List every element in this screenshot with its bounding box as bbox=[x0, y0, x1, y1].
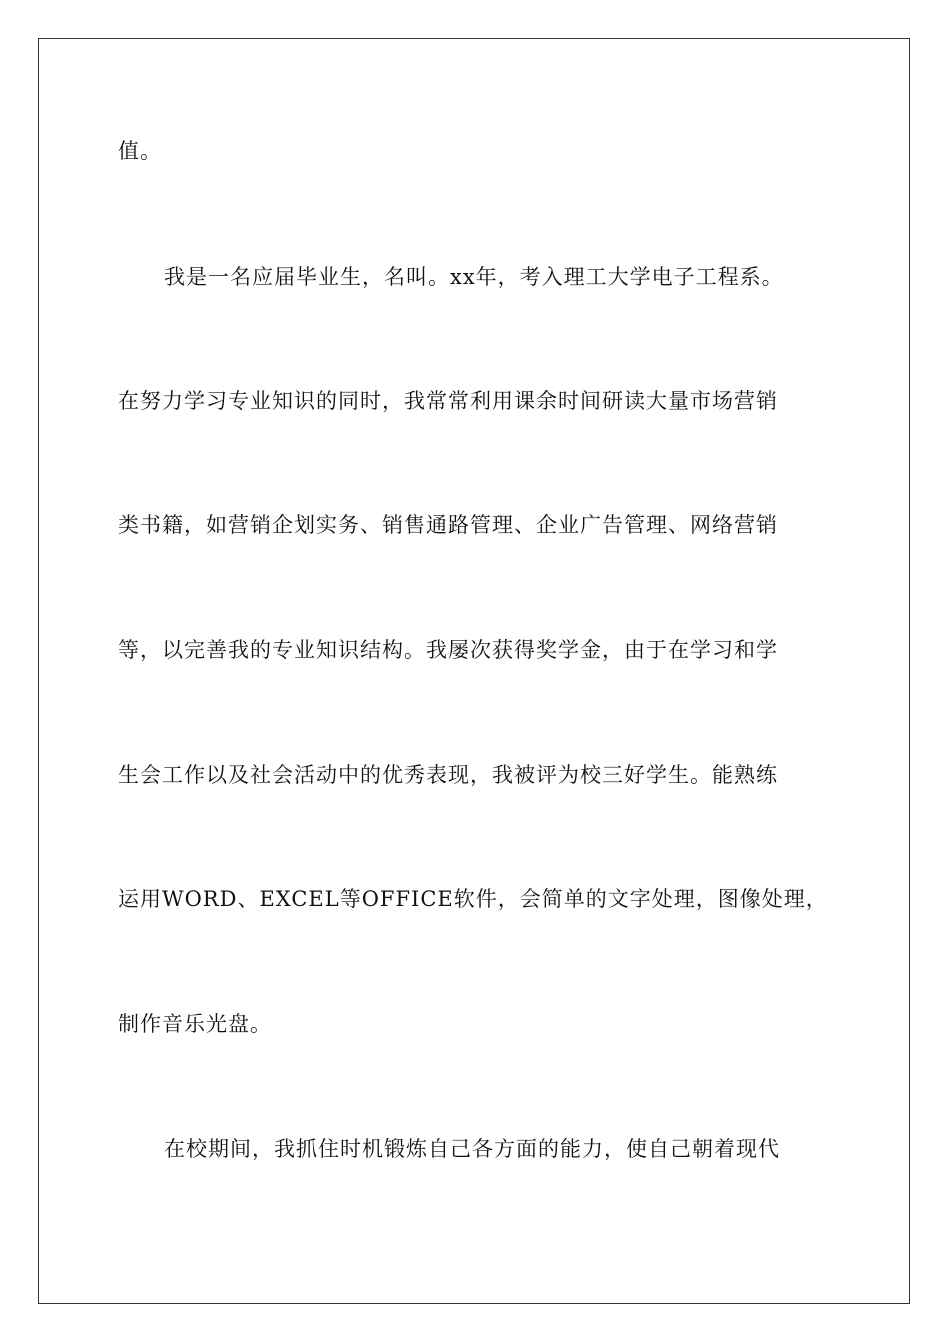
text-line: 在努力学习专业知识的同时，我常常利用课余时间研读大量市场营销 bbox=[118, 389, 778, 413]
paragraph-start-line: 我是一名应届毕业生，名叫。xx年，考入理工大学电子工程系。 bbox=[164, 265, 784, 289]
page-border bbox=[38, 38, 910, 1304]
text-line: 制作音乐光盘。 bbox=[118, 1012, 272, 1036]
text-line: 等，以完善我的专业知识结构。我屡次获得奖学金，由于在学习和学 bbox=[118, 638, 778, 662]
text-line: 运用WORD、EXCEL等OFFICE软件，会简单的文字处理，图像处理， bbox=[118, 887, 828, 911]
text-line: 生会工作以及社会活动中的优秀表现，我被评为校三好学生。能熟练 bbox=[118, 763, 778, 787]
text-line: 值。 bbox=[118, 139, 162, 163]
paragraph-start-line: 在校期间，我抓住时机锻炼自己各方面的能力，使自己朝着现代 bbox=[164, 1137, 780, 1161]
text-line: 类书籍，如营销企划实务、销售通路管理、企业广告管理、网络营销 bbox=[118, 513, 778, 537]
